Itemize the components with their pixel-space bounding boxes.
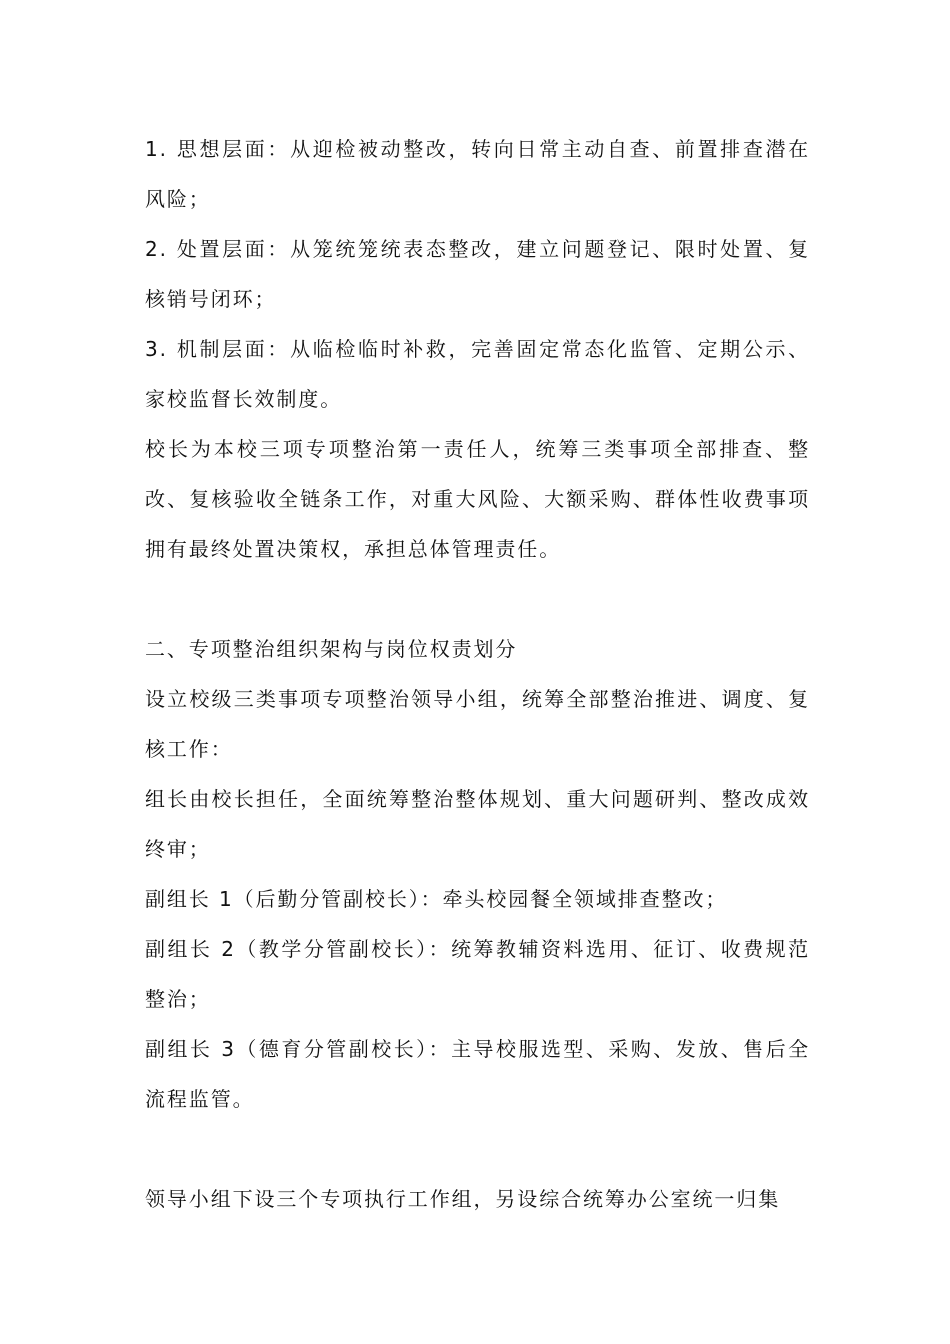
paragraph-handling-level: 2. 处置层面：从笼统笼统表态整改，建立问题登记、限时处置、复核销号闭环；	[145, 237, 810, 311]
paragraph-working-groups: 领导小组下设三个专项执行工作组，另设综合统筹办公室统一归集	[145, 1187, 781, 1211]
paragraph-deputy-leader-2: 副组长 2（教学分管副校长）：统筹教辅资料选用、征订、收费规范整治；	[145, 937, 810, 1011]
paragraph-group-leader: 组长由校长担任，全面统筹整治整体规划、重大问题研判、整改成效终审；	[145, 787, 810, 861]
paragraph-mechanism-level: 3. 机制层面：从临检临时补救，完善固定常态化监管、定期公示、家校监督长效制度。	[145, 337, 810, 411]
paragraph-deputy-leader-1: 副组长 1（后勤分管副校长）：牵头校园餐全领域排查整改；	[145, 887, 728, 911]
blank-line	[145, 1124, 810, 1174]
paragraph-leading-group: 设立校级三类事项专项整治领导小组，统筹全部整治推进、调度、复核工作：	[145, 687, 810, 761]
section-heading: 二、专项整治组织架构与岗位权责划分	[145, 637, 518, 661]
paragraph-principal-responsibility: 校长为本校三项专项整治第一责任人，统筹三类事项全部排查、整改、复核验收全链条工作，对重大风险、大额采购、群体性收费事项拥有最终处置决策权，承担总体管理责任。	[145, 437, 810, 561]
paragraph-deputy-leader-3: 副组长 3（德育分管副校长）：主导校服选型、采购、发放、售后全流程监管。	[145, 1037, 810, 1111]
paragraph-thinking-level: 1. 思想层面：从迎检被动整改，转向日常主动自查、前置排查潜在风险；	[145, 137, 810, 211]
document-body	[145, 124, 810, 1224]
blank-line	[145, 574, 810, 624]
